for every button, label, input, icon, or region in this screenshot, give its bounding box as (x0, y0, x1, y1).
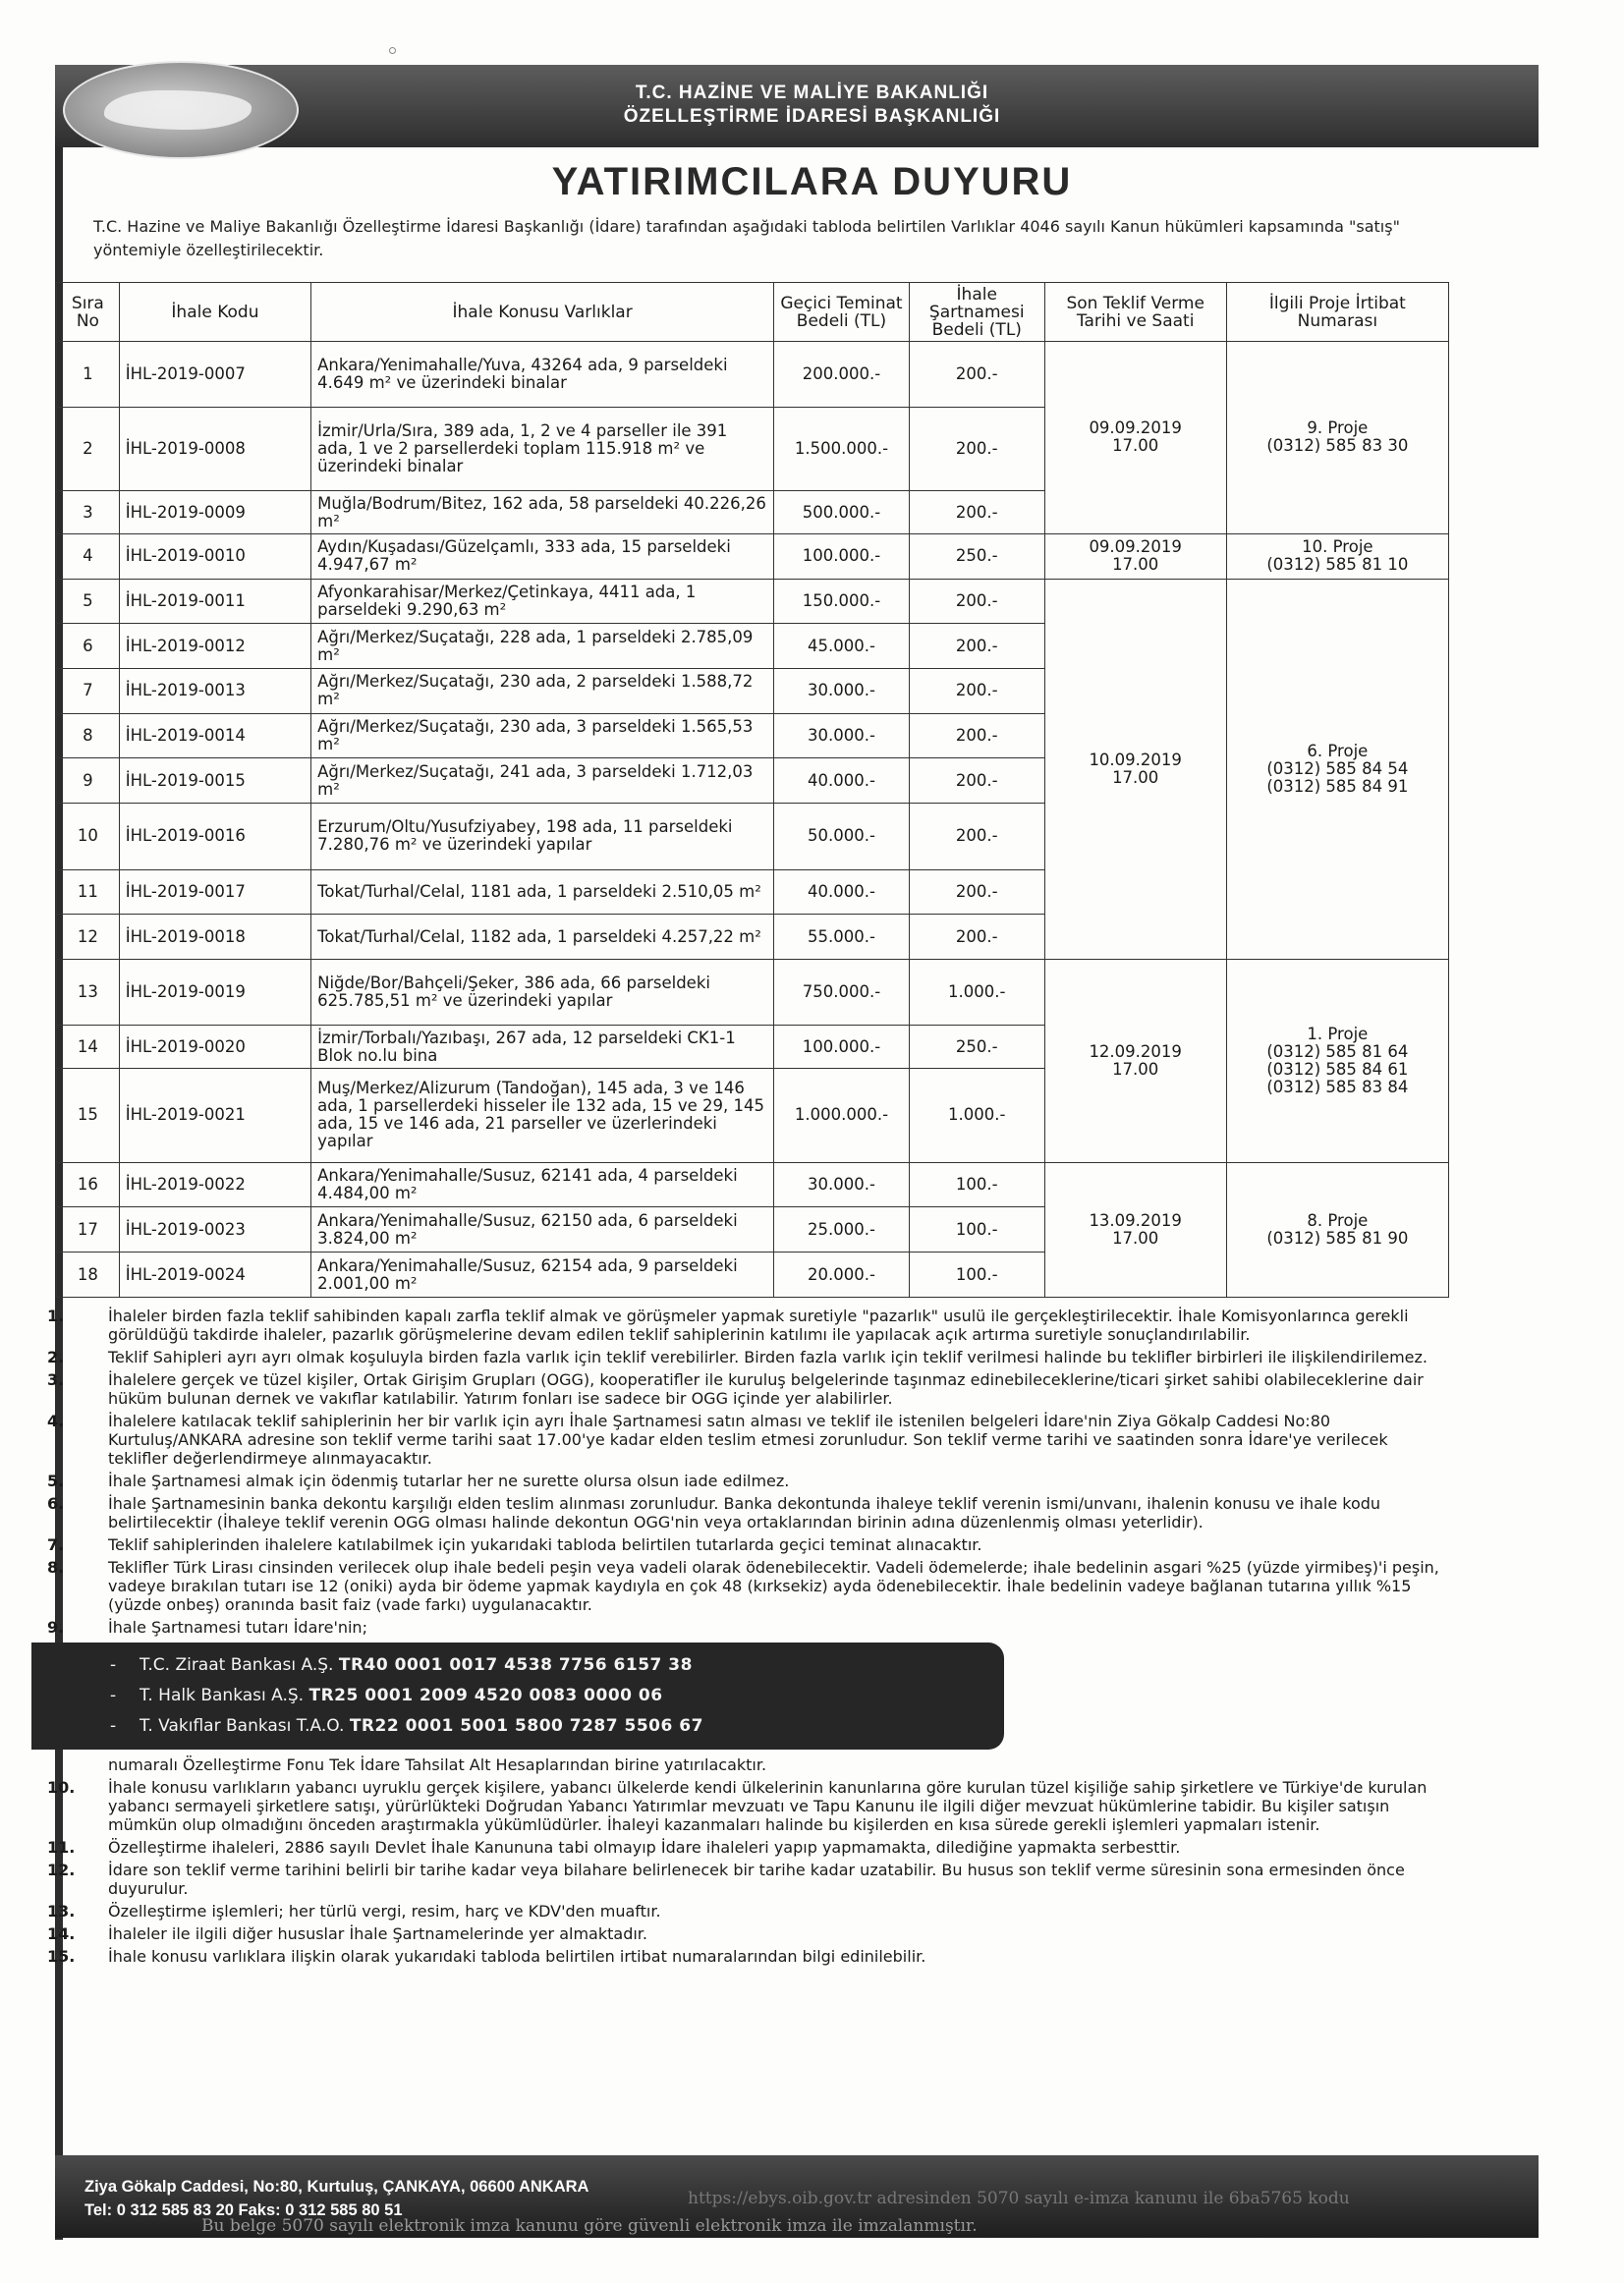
table-row (57, 959, 1449, 1025)
header-spec: İhale Şartnamesi Bedeli (TL) (909, 283, 1044, 342)
note-text: Özelleştirme işlemleri; her türlü vergi, resim, harç ve KDV'den muaftır. (108, 1902, 661, 1921)
cell-contact (1226, 342, 1448, 534)
bullet-dash: - (110, 1686, 117, 1705)
cell-code: İHL-2019-0019 (119, 959, 310, 1025)
project-name: 8. Proje (1307, 1210, 1369, 1230)
bank-account-row (110, 1681, 1004, 1711)
note-number: 13. (47, 1902, 76, 1921)
note-text: Özelleştirme ihaleleri, 2886 sayılı Devlet İhale Kanununa tabi olmayıp İdare ihaleleri yapıp yapmamakta, dilediğine yapmakta serbesttir. (108, 1838, 1181, 1857)
header-deadline: Son Teklif Verme Tarihi ve Saati (1044, 283, 1226, 342)
cell-contact (1226, 533, 1448, 579)
cell-no: 3 (57, 491, 120, 534)
note-text: İhalelere gerçek ve tüzel kişiler, Ortak Girişim Grupları (OGG), kooperatifler ile kuruluş belgelerinde taşınmaz edinebileceklerine/ticari şirket sahibi olabileceklerine dair hüküm bulunan dernek ve vakıflar katılabilir. Yatırım fonları ise sadece bir OGG içinde yer alabilirler. (108, 1370, 1424, 1408)
cell-deposit: 500.000.- (774, 491, 910, 534)
note-text: İhale konusu varlıklara ilişkin olarak yukarıdaki tabloda belirtilen irtibat numaralarından bilgi edinilebilir. (108, 1947, 926, 1966)
cell-deadline (1044, 342, 1226, 534)
note-number: 1. (47, 1307, 65, 1325)
cell-deposit: 1.000.000.- (774, 1068, 910, 1162)
notes-list (47, 1307, 1452, 1970)
project-phone: (0312) 585 83 30 (1266, 436, 1409, 456)
note-text: Teklif Sahipleri ayrı ayrı olmak koşuluyla birden fazla varlık için teklif verebilirler. Birden fazla varlık için teklif verilmesi halinde bu teklifler birbirleri ile ilişkilendirilemez. (108, 1348, 1428, 1366)
cell-subject: Afyonkarahisar/Merkez/Çetinkaya, 4411 ada, 1 parseldeki 9.290,63 m² (311, 579, 774, 624)
cell-deadline (1044, 579, 1226, 959)
cell-spec: 200.- (909, 624, 1044, 669)
note-number: 8. (47, 1558, 65, 1577)
project-phone: (0312) 585 81 90 (1266, 1228, 1409, 1248)
note-text: numaralı Özelleştirme Fonu Tek İdare Tahsilat Alt Hesaplarından birine yatırılacaktır. (108, 1755, 767, 1774)
deadline-date: 12.09.2019 (1089, 1041, 1182, 1061)
cell-code: İHL-2019-0020 (119, 1026, 310, 1069)
cell-subject: Ağrı/Merkez/Suçatağı, 228 ada, 1 parseldeki 2.785,09 m² (311, 624, 774, 669)
deadline-time: 17.00 (1112, 1059, 1159, 1079)
cell-deposit: 45.000.- (774, 624, 910, 669)
e-signature-watermark-line1: https://ebys.oib.gov.tr adresinden 5070 sayılı e-imza kanunu ile 6ba5765 kodu (688, 2189, 1350, 2208)
cell-spec: 200.- (909, 869, 1044, 915)
cell-subject: Ankara/Yenimahalle/Yuva, 43264 ada, 9 parseldeki 4.649 m² ve üzerindeki binalar (311, 342, 774, 408)
cell-no: 10 (57, 804, 120, 869)
cell-subject: Ağrı/Merkez/Suçatağı, 241 ada, 3 parseldeki 1.712,03 m² (311, 758, 774, 804)
bank-name: T. Halk Bankası A.Ş. (140, 1686, 305, 1705)
cell-contact (1226, 1162, 1448, 1297)
note-text: Teklif sahiplerinden ihalelere katılabilmek için yukarıdaki tabloda belirtilen tutarlarda geçici teminat alınacaktır. (108, 1535, 982, 1554)
cell-code: İHL-2019-0024 (119, 1253, 310, 1298)
deadline-time: 17.00 (1112, 555, 1159, 575)
cell-subject: Niğde/Bor/Bahçeli/Şeker, 386 ada, 66 parseldeki 625.785,51 m² ve üzerindeki yapılar (311, 959, 774, 1025)
note-number: 4. (47, 1412, 65, 1430)
deadline-time: 17.00 (1112, 436, 1159, 456)
cell-deposit: 25.000.- (774, 1207, 910, 1253)
table-row (57, 579, 1449, 624)
cell-deadline (1044, 1162, 1226, 1297)
bank-iban: TR40 0001 0017 4538 7756 6157 38 (338, 1655, 693, 1675)
cell-code: İHL-2019-0008 (119, 408, 310, 491)
note-text: İhaleler birden fazla teklif sahibinden kapalı zarfla teklif almak ve görüşmeler yapmak suretiyle "pazarlık" usulü ile gerçekleştirilecektir. İhale Komisyonlarınca gerekli görüldüğü takdirde ihaleler, pazarlık görüşmelerine devam edilen teklif sahiplerinin katılımı ile yapılacak açık artırma suretiyle sonuçlandırılabilir. (108, 1307, 1409, 1344)
cell-code: İHL-2019-0009 (119, 491, 310, 534)
cell-no: 9 (57, 758, 120, 804)
cell-code: İHL-2019-0016 (119, 804, 310, 869)
cell-subject: Tokat/Turhal/Celal, 1181 ada, 1 parseldeki 2.510,05 m² (311, 869, 774, 915)
header-no: Sıra No (57, 283, 120, 342)
cell-deposit: 100.000.- (774, 533, 910, 579)
cell-contact (1226, 579, 1448, 959)
cell-deposit: 1.500.000.- (774, 408, 910, 491)
cell-deposit: 30.000.- (774, 713, 910, 758)
cell-spec: 250.- (909, 533, 1044, 579)
cell-code: İHL-2019-0010 (119, 533, 310, 579)
cell-spec: 200.- (909, 579, 1044, 624)
cell-subject: Muğla/Bodrum/Bitez, 162 ada, 58 parseldeki 40.226,26 m² (311, 491, 774, 534)
cell-subject: Ağrı/Merkez/Suçatağı, 230 ada, 2 parseldeki 1.588,72 m² (311, 669, 774, 714)
cell-subject: İzmir/Urla/Sıra, 389 ada, 1, 2 ve 4 parseller ile 391 ada, 1 ve 2 parsellerdeki toplam 115.918 m² ve üzerindeki binalar (311, 408, 774, 491)
cell-deadline (1044, 533, 1226, 579)
note-number: 2. (47, 1348, 65, 1366)
header-code: İhale Kodu (119, 283, 310, 342)
cell-spec: 250.- (909, 1026, 1044, 1069)
note-number: 9. (47, 1618, 65, 1637)
cell-spec: 200.- (909, 713, 1044, 758)
cell-deposit: 750.000.- (774, 959, 910, 1025)
note-item (47, 1348, 1452, 1366)
note-number: 15. (47, 1947, 76, 1966)
cell-no: 8 (57, 713, 120, 758)
bank-name: T.C. Ziraat Bankası A.Ş. (140, 1655, 334, 1675)
cell-deposit: 200.000.- (774, 342, 910, 408)
project-name: 9. Proje (1307, 418, 1369, 438)
note-text: İhalelere katılacak teklif sahiplerinin her bir varlık için ayrı İhale Şartnamesi satın alması ve teklif ile istenilen belgeleri İdare'nin Ziya Gökalp Caddesi No:80 Kurtuluş/ANKARA adresine son teklif verme tarihi saat 17.00'ye kadar elden teslim etmesi zorunludur. Son teklif verme tarihi ve saatinden sonra İdare'ye verilecek teklifler değerlendirmeye alınmayacaktır. (108, 1412, 1388, 1468)
cell-no: 5 (57, 579, 120, 624)
note-text: İhale Şartnamesi almak için ödenmiş tutarlar her ne surette olursa olsun iade edilmez. (108, 1472, 790, 1490)
note-item (47, 1618, 1452, 1637)
cell-code: İHL-2019-0022 (119, 1162, 310, 1207)
cell-code: İHL-2019-0013 (119, 669, 310, 714)
project-phone: (0312) 585 84 91 (1266, 776, 1409, 796)
cell-no: 14 (57, 1026, 120, 1069)
note-number: 11. (47, 1838, 76, 1857)
header-contact: İlgili Proje İrtibat Numarası (1226, 283, 1448, 342)
deadline-date: 13.09.2019 (1089, 1210, 1182, 1230)
deadline-time: 17.00 (1112, 767, 1159, 787)
note-item (47, 1307, 1452, 1344)
note-item (47, 1924, 1452, 1943)
note-item (47, 1861, 1452, 1898)
cell-no: 18 (57, 1253, 120, 1298)
cell-deposit: 55.000.- (774, 915, 910, 960)
cell-spec: 200.- (909, 342, 1044, 408)
bank-accounts-box (31, 1643, 1004, 1750)
cell-no: 6 (57, 624, 120, 669)
cell-subject: Tokat/Turhal/Celal, 1182 ada, 1 parseldeki 4.257,22 m² (311, 915, 774, 960)
note-number: 7. (47, 1535, 65, 1554)
cell-spec: 100.- (909, 1207, 1044, 1253)
cell-contact (1226, 959, 1448, 1162)
note-item (47, 1535, 1452, 1554)
project-name: 1. Proje (1307, 1024, 1369, 1043)
footer-address: Ziya Gökalp Caddesi, No:80, Kurtuluş, ÇANKAYA, 06600 ANKARA (84, 2178, 589, 2196)
cell-subject: İzmir/Torbalı/Yazıbaşı, 267 ada, 12 parseldeki CK1-1 Blok no.lu bina (311, 1026, 774, 1069)
deadline-date: 09.09.2019 (1089, 418, 1182, 438)
cell-spec: 100.- (909, 1253, 1044, 1298)
intro-paragraph: T.C. Hazine ve Maliye Bakanlığı Özelleştirme İdaresi Başkanlığı (İdare) tarafından aşağıdaki tabloda belirtilen Varlıklar 4046 sayılı Kanun hükümleri kapsamında "satış" yöntemiyle özelleştirilecektir. (93, 217, 1400, 259)
ministry-name-line1: T.C. HAZİNE VE MALİYE BAKANLIĞI (635, 83, 989, 103)
scan-artifact (389, 47, 396, 54)
cell-subject: Aydın/Kuşadası/Güzelçamlı, 333 ada, 15 parseldeki 4.947,67 m² (311, 533, 774, 579)
note-number: 6. (47, 1494, 65, 1513)
note-number: 10. (47, 1778, 76, 1797)
project-phone: (0312) 585 81 10 (1266, 555, 1409, 575)
cell-subject: Muş/Merkez/Alizurum (Tandoğan), 145 ada, 3 ve 146 ada, 1 parsellerdeki hisseler ile 132 ada, 15 ve 29, 145 ada, 15 ve 146 ada, 21 parseller ve üzerlerindeki yapılar (311, 1068, 774, 1162)
note-number: 5. (47, 1472, 65, 1490)
project-phone: (0312) 585 81 64 (1266, 1041, 1409, 1061)
note-item (47, 1370, 1452, 1408)
cell-subject: Ankara/Yenimahalle/Susuz, 62141 ada, 4 parseldeki 4.484,00 m² (311, 1162, 774, 1207)
cell-code: İHL-2019-0007 (119, 342, 310, 408)
cell-code: İHL-2019-0018 (119, 915, 310, 960)
cell-deposit: 30.000.- (774, 1162, 910, 1207)
cell-spec: 1.000.- (909, 959, 1044, 1025)
cell-deposit: 50.000.- (774, 804, 910, 869)
deadline-date: 10.09.2019 (1089, 750, 1182, 769)
note-text: İhale Şartnamesinin banka dekontu karşılığı elden teslim alınması zorunludur. Banka dekontunda ihaleye teklif verenin ismi/unvanı, ihalenin konusu ve ihale kodu belirtilecektir (İhaleye teklif verenin OGG olması halinde dekontun OGG'nin veya ortaklarından birinin adına düzenlenmiş olması yeterlidir). (108, 1494, 1381, 1531)
bank-iban: TR22 0001 5001 5800 7287 5506 67 (349, 1716, 703, 1736)
cell-no: 7 (57, 669, 120, 714)
project-name: 6. Proje (1307, 741, 1369, 760)
cell-no: 16 (57, 1162, 120, 1207)
ministry-name-line2: ÖZELLEŞTİRME İDARESİ BAŞKANLIĞI (623, 106, 1001, 127)
cell-no: 17 (57, 1207, 120, 1253)
e-signature-watermark-line2: Bu belge 5070 sayılı elektronik imza kanunu göre güvenli elektronik imza ile imzalanmıştır. (201, 2216, 978, 2236)
cell-no: 15 (57, 1068, 120, 1162)
cell-no: 12 (57, 915, 120, 960)
cell-code: İHL-2019-0014 (119, 713, 310, 758)
note-text: İdare son teklif verme tarihini belirli bir tarihe kadar veya bilahare belirlenecek bir tarihe kadar uzatabilir. Bu husus son teklif verme süresinin sona ermesinden önce duyurulur. (108, 1861, 1405, 1898)
bank-name: T. Vakıflar Bankası T.A.O. (140, 1716, 345, 1736)
cell-code: İHL-2019-0023 (119, 1207, 310, 1253)
cell-deposit: 150.000.- (774, 579, 910, 624)
note-number: 12. (47, 1861, 76, 1879)
table-row (57, 1162, 1449, 1207)
cell-no: 13 (57, 959, 120, 1025)
note-item (47, 1838, 1452, 1857)
cell-spec: 200.- (909, 669, 1044, 714)
bank-iban: TR25 0001 2009 4520 0083 0000 06 (308, 1686, 663, 1705)
footer-contact: Tel: 0 312 585 83 20 Faks: 0 312 585 80 51 (84, 2201, 403, 2219)
note-text: İhale konusu varlıkların yabancı uyruklu gerçek kişilere, yabancı ülkelerde kendi ülkelerinin kanunlarına göre kurulan tüzel kişiliğe sahip şirketlere ve Türkiye'de kurulan yabancı sermayeli şirketlere satışı, yürürlükteki Doğrudan Yabancı Yatırımlar mevzuatı ve Tapu Kanunu ile ilgili diğer mevzuat hükümlerine tabidir. Bu kişiler satışın mümkün olup olmadığını önceden araştırmakla yükümlüdürler. İhaleyi kazanmaları halinde bu kişilerden en kısa sürede gerekli işlemleri yapmaları istenir. (108, 1778, 1428, 1834)
cell-no: 1 (57, 342, 120, 408)
note-9-continuation (47, 1755, 1452, 1774)
cell-deposit: 100.000.- (774, 1026, 910, 1069)
header-deposit: Geçici Teminat Bedeli (TL) (774, 283, 910, 342)
cell-code: İHL-2019-0012 (119, 624, 310, 669)
deadline-date: 09.09.2019 (1089, 537, 1182, 557)
cell-no: 11 (57, 869, 120, 915)
cell-spec: 200.- (909, 491, 1044, 534)
cell-deposit: 40.000.- (774, 869, 910, 915)
table-row (57, 533, 1449, 579)
project-phone: (0312) 585 84 54 (1266, 758, 1409, 778)
table-header-row (57, 283, 1449, 342)
cell-no: 4 (57, 533, 120, 579)
note-item (47, 1472, 1452, 1490)
cell-code: İHL-2019-0015 (119, 758, 310, 804)
cell-subject: Ankara/Yenimahalle/Susuz, 62154 ada, 9 parseldeki 2.001,00 m² (311, 1253, 774, 1298)
bank-account-row (110, 1650, 1004, 1681)
note-item (47, 1412, 1452, 1468)
note-number: 3. (47, 1370, 65, 1389)
note-item (47, 1778, 1452, 1834)
deadline-time: 17.00 (1112, 1228, 1159, 1248)
cell-spec: 1.000.- (909, 1068, 1044, 1162)
project-phone: (0312) 585 84 61 (1266, 1059, 1409, 1079)
cell-spec: 200.- (909, 804, 1044, 869)
cell-subject: Ankara/Yenimahalle/Susuz, 62150 ada, 6 parseldeki 3.824,00 m² (311, 1207, 774, 1253)
note-item (47, 1902, 1452, 1921)
cell-deadline (1044, 959, 1226, 1162)
header-subject: İhale Konusu Varlıklar (311, 283, 774, 342)
cell-spec: 200.- (909, 915, 1044, 960)
cell-spec: 200.- (909, 408, 1044, 491)
note-text: İhaleler ile ilgili diğer hususlar İhale Şartnamelerinde yer almaktadır. (108, 1924, 647, 1943)
cell-deposit: 20.000.- (774, 1253, 910, 1298)
cell-subject: Ağrı/Merkez/Suçatağı, 230 ada, 3 parseldeki 1.565,53 m² (311, 713, 774, 758)
cell-no: 2 (57, 408, 120, 491)
cell-code: İHL-2019-0017 (119, 869, 310, 915)
auction-table (56, 282, 1449, 1298)
page-title: YATIRIMCILARA DUYURU (551, 160, 1073, 203)
cell-spec: 100.- (909, 1162, 1044, 1207)
bank-account-row (110, 1711, 1004, 1742)
table-body (57, 342, 1449, 1298)
cell-deposit: 40.000.- (774, 758, 910, 804)
note-number: 14. (47, 1924, 76, 1943)
cell-deposit: 30.000.- (774, 669, 910, 714)
note-text: İhale Şartnamesi tutarı İdare'nin; (108, 1618, 367, 1637)
note-text: Teklifler Türk Lirası cinsinden verilecek olup ihale bedeli peşin veya vadeli olarak ödenebilecektir. Vadeli ödemelerde; ihale bedelinin asgari %25 (yüzde yirmibeş)'i peşin, vadeye bırakılan tutarı ise 12 (oniki) ayda bir ödeme yapmak kaydıyla en çok 48 (kırksekiz) ayda ödenebilecektir. İhale bedelinin vadeye bağlanan tutarına yıllık %15 (yüzde onbeş) oranında basit faiz (vade farkı) uygulanacaktır. (108, 1558, 1439, 1614)
cell-code: İHL-2019-0021 (119, 1068, 310, 1162)
project-phone: (0312) 585 83 84 (1266, 1077, 1409, 1096)
cell-subject: Erzurum/Oltu/Yusufziyabey, 198 ada, 11 parseldeki 7.280,76 m² ve üzerindeki yapılar (311, 804, 774, 869)
cell-code: İHL-2019-0011 (119, 579, 310, 624)
note-item (47, 1494, 1452, 1531)
bullet-dash: - (110, 1716, 117, 1736)
note-item (47, 1558, 1452, 1614)
cell-spec: 200.- (909, 758, 1044, 804)
note-item (47, 1947, 1452, 1966)
bullet-dash: - (110, 1655, 117, 1675)
project-name: 10. Proje (1302, 537, 1373, 557)
table-row (57, 342, 1449, 408)
